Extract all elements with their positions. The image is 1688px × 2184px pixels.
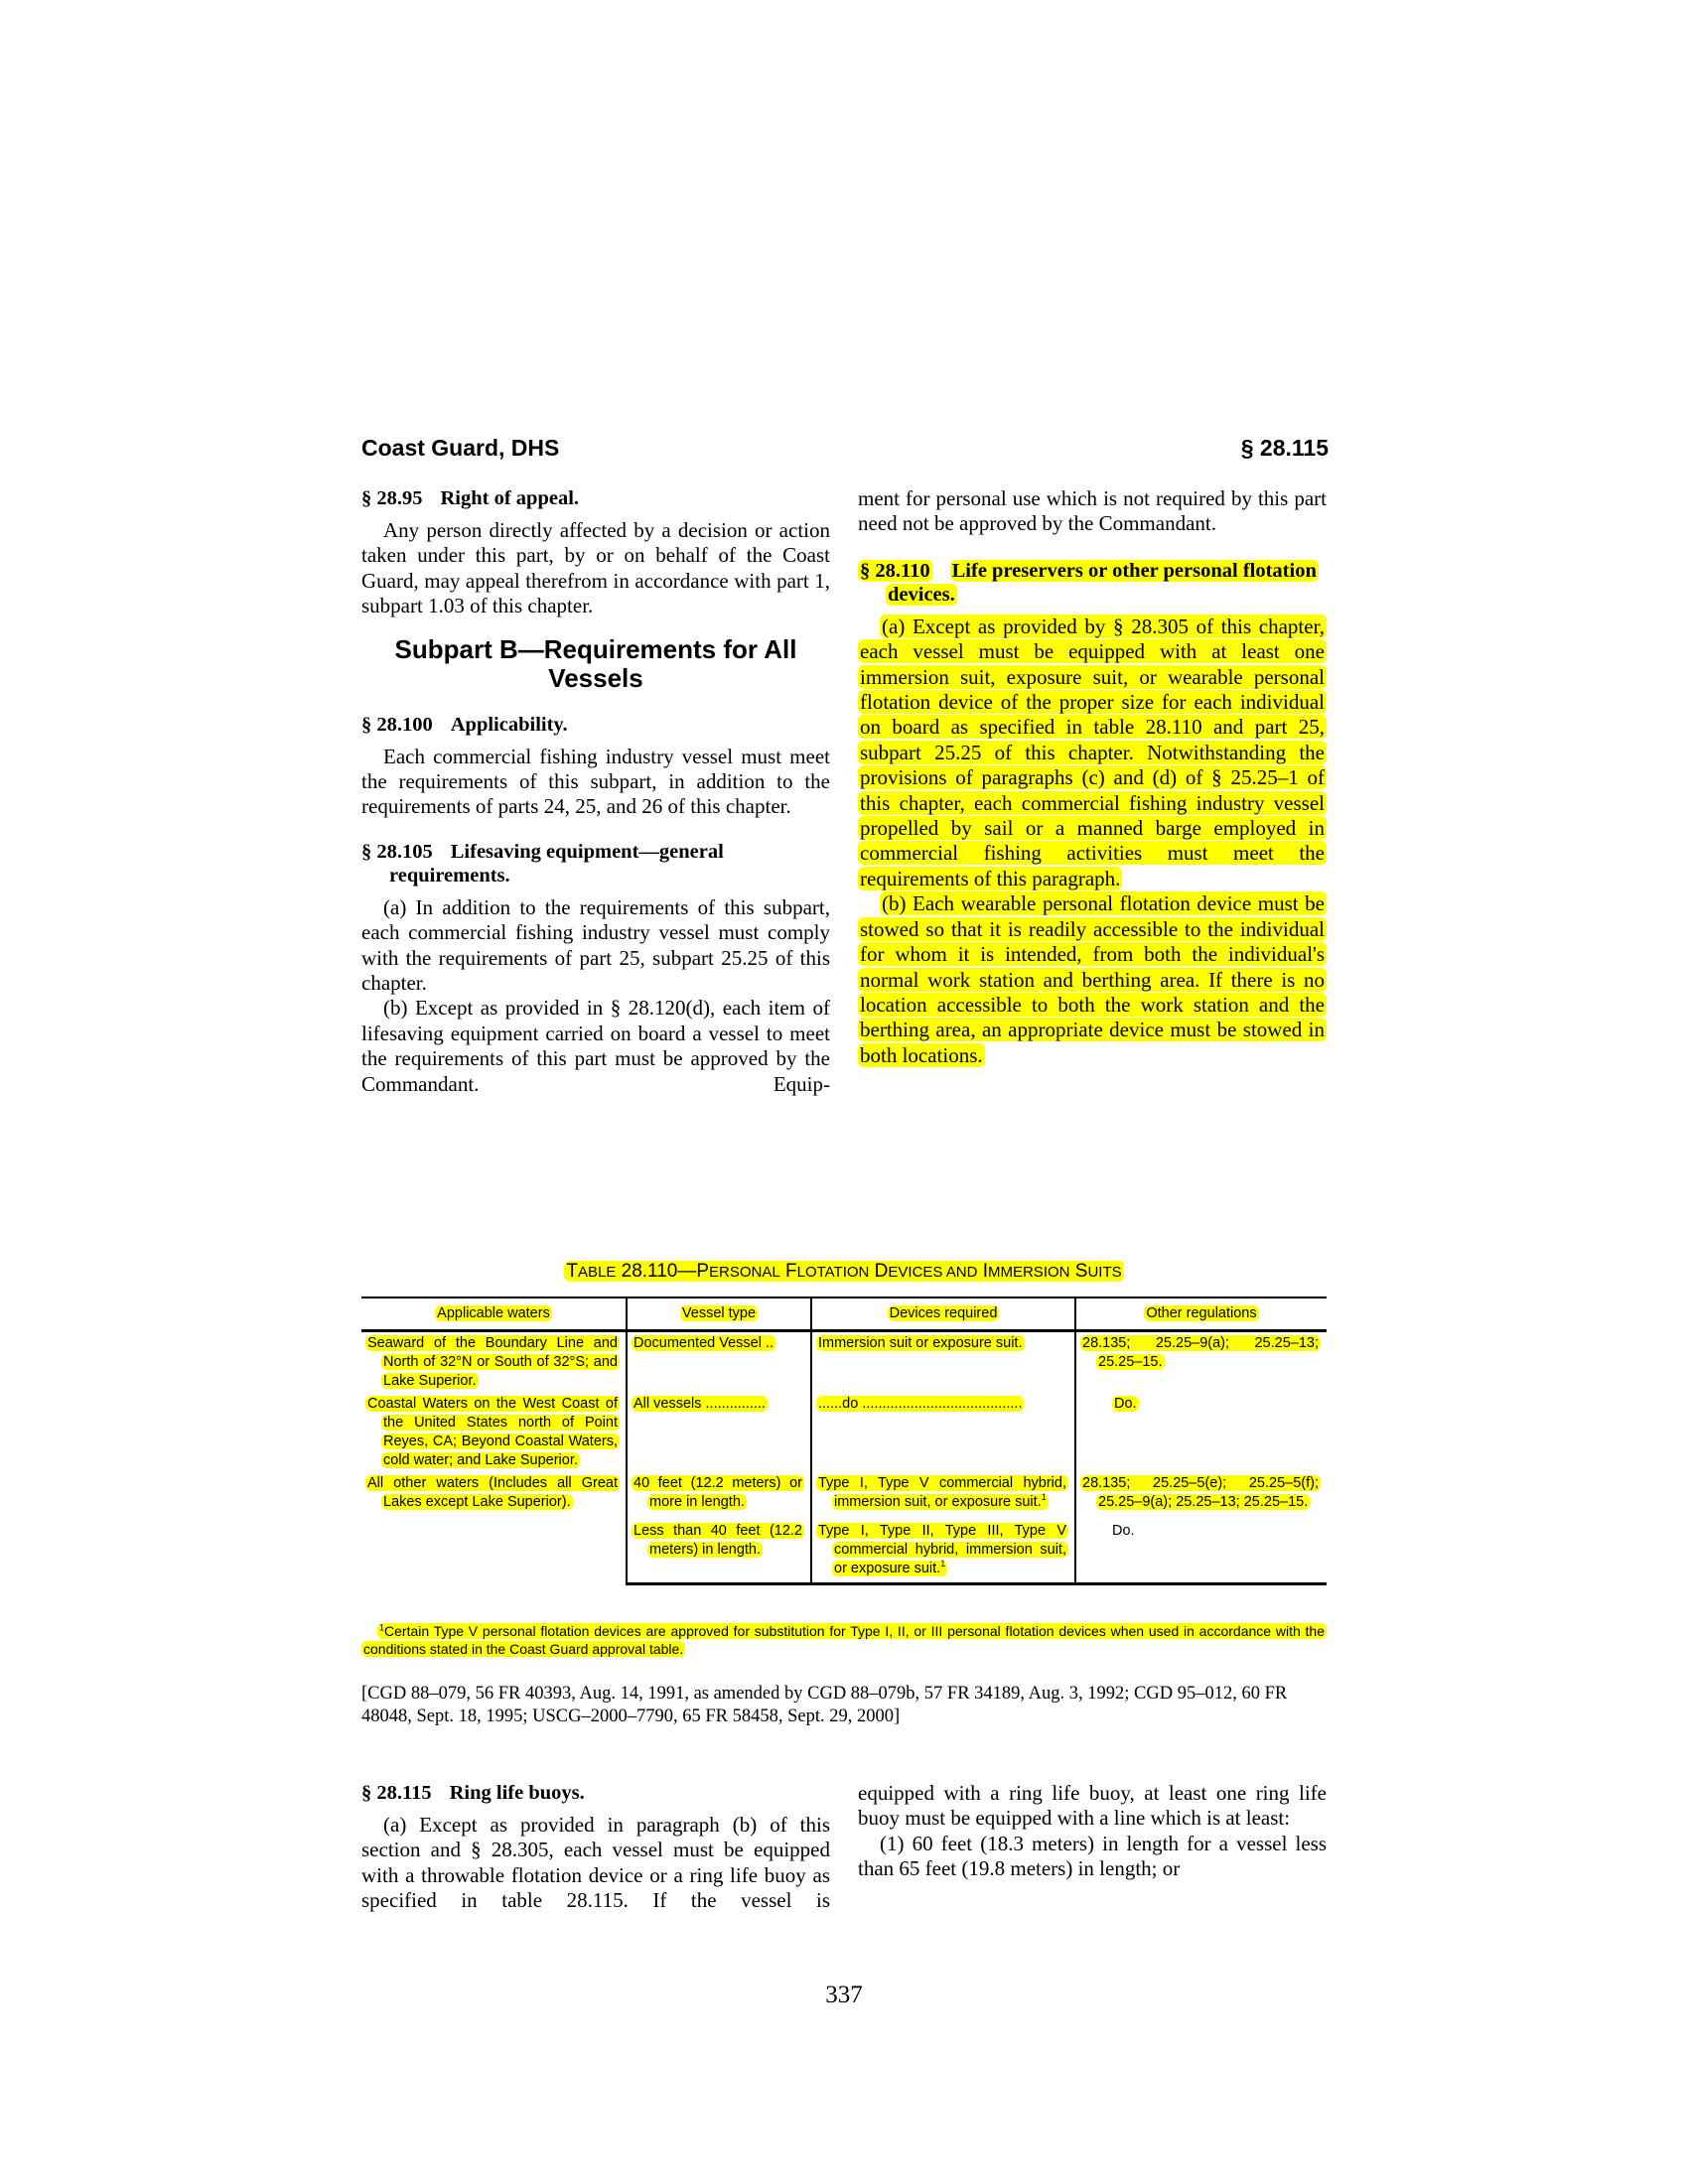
- page-number: 337: [825, 1981, 863, 2008]
- highlighted-text: (a) Except as provided by § 28.305 of this chapter, each vessel must be equipped with at least one immersion suit, exposure suit, or wearable personal flotation device of the proper size for each individual on board as specified in table 28.110 and part 25, subpart 25.25 of this chapter. Notwithstanding the provisions of paragraphs (c) and (d) of § 25.25–1 of this chapter, each commercial fishing industry vessel propelled by sail or a manned barge employed in commercial fishing activities must meet the requirements of this paragraph.: [860, 614, 1325, 890]
- section-number: § 28.115: [361, 1782, 432, 1804]
- left-column-bottom: [361, 1781, 830, 1914]
- section-28-105-paragraph-b-continued: ment for personal use which is not required by this part need not be approved by the Commandant.: [858, 486, 1327, 536]
- left-column-top: [361, 486, 830, 1097]
- section-number: § 28.95: [361, 487, 423, 509]
- section-title: Right of appeal.: [440, 487, 580, 509]
- column-header-devices-required: Devices required: [811, 1297, 1075, 1331]
- section-title: Life preservers or other personal flotation devices.: [888, 559, 1317, 606]
- section-28-105-paragraph-b-start: (b) Except as provided in § 28.120(d), each item of lifesaving equipment carried on board a vessel to meet the requirements of this part must be approved by the Commandant. Equip-: [361, 996, 830, 1096]
- section-heading-28-105: [361, 840, 830, 887]
- section-number: § 28.105: [361, 840, 433, 863]
- right-column-top: [858, 486, 1327, 1068]
- cell-vessel-type: Documented Vessel ..: [627, 1331, 811, 1394]
- right-column-bottom: [858, 1781, 1327, 1882]
- table-row: [361, 1472, 1327, 1520]
- section-28-110-paragraph-b: [858, 891, 1327, 1068]
- column-header-applicable-waters: Applicable waters: [361, 1297, 627, 1331]
- cell-devices-required: Immersion suit or exposure suit.: [811, 1331, 1075, 1394]
- footnote-ref: 1: [1041, 1492, 1047, 1503]
- pfd-requirements-table: [361, 1297, 1327, 1585]
- footnote-marker: 1: [379, 1622, 385, 1633]
- column-header-other-regulations: Other regulations: [1075, 1297, 1327, 1331]
- table-row: [361, 1331, 1327, 1394]
- cell-vessel-type: 40 feet (12.2 meters) or more in length.: [627, 1472, 811, 1520]
- table-title: [361, 1261, 1327, 1283]
- section-heading-28-95: [361, 486, 830, 510]
- section-heading-28-100: [361, 713, 830, 737]
- cell-applicable-waters: All other waters (Includes all Great Lakes except Lake Superior).: [367, 1475, 618, 1510]
- section-title: Ring life buoys.: [449, 1782, 585, 1804]
- footnote-ref: 1: [940, 1559, 946, 1570]
- footnote-text: Certain Type V personal flotation devices are approved for substitution for Type I, II, or III personal flotation devices when used in accordance with the conditions stated in the Coast Guard approval table.: [363, 1623, 1325, 1657]
- section-heading-28-115: [361, 1781, 830, 1805]
- section-28-95-paragraph: Any person directly affected by a decision or action taken under this part, by or on behalf of the Coast Guard, may appeal therefrom in accordance with part 1, subpart 1.03 of this chapter.: [361, 518, 830, 618]
- cell-devices-required: ......do ........................................: [811, 1393, 1075, 1472]
- cell-vessel-type: All vessels ...............: [627, 1393, 811, 1472]
- cell-devices-required: Type I, Type II, Type III, Type V commercial hybrid, immersion suit, or exposure suit.$^1$: [811, 1520, 1075, 1584]
- cell-other-regulations: Do.: [1075, 1393, 1327, 1472]
- section-number: § 28.100: [361, 713, 433, 736]
- cell-vessel-type: Less than 40 feet (12.2 meters) in length.: [627, 1520, 811, 1584]
- cell-applicable-waters: Seaward of the Boundary Line and North of 32°N or South of 32°S; and Lake Superior.: [367, 1335, 618, 1389]
- section-28-115-paragraph-1: (1) 60 feet (18.3 meters) in length for a vessel less than 65 feet (19.8 meters) in length; or: [858, 1831, 1327, 1881]
- section-number: § 28.110: [860, 559, 930, 582]
- section-title: Applicability.: [450, 713, 568, 736]
- cell-other-regulations: 28.135; 25.25–5(e); 25.25–5(f); 25.25–9(a); 25.25–13; 25.25–15.: [1075, 1472, 1327, 1520]
- section-28-100-paragraph: Each commercial fishing industry vessel must meet the requirements of this subpart, in addition to the requirements of parts 24, 25, and 26 of this chapter.: [361, 744, 830, 819]
- section-28-115-paragraph-a-start: (a) Except as provided in paragraph (b) of this section and § 28.305, each vessel must be equipped with a throwable flotation device or a ring life buoy as specified in table 28.115. If the vessel is: [361, 1813, 830, 1913]
- cell-applicable-waters: Coastal Waters on the West Coast of the United States north of Point Reyes, CA; Beyond Coastal Waters, cold water; and Lake Superior.: [367, 1396, 618, 1468]
- highlighted-text: (b) Each wearable personal flotation device must be stowed so that it is readily accessible to the individual for whom it is intended, from both the individual's normal work station and berthing area. If there is no location accessible to both the work station and the berthing area, an appropriate device must be stowed in both locations.: [860, 891, 1325, 1067]
- column-header-vessel-type: Vessel type: [627, 1297, 811, 1331]
- subpart-heading: Subpart B—Requirements for All Vessels: [394, 633, 797, 693]
- section-28-105-paragraph-a: (a) In addition to the requirements of this subpart, each commercial fishing industry vessel must comply with the requirements of part 25, subpart 25.25 of this chapter.: [361, 894, 830, 996]
- running-head-section: § 28.115: [1240, 435, 1329, 461]
- table-header-row: [361, 1297, 1327, 1331]
- section-28-110-paragraph-a: [858, 614, 1327, 891]
- cell-other-regulations: 28.135; 25.25–9(a); 25.25–13; 25.25–15.: [1075, 1331, 1327, 1394]
- cell-other-regulations: Do.: [1075, 1520, 1327, 1584]
- table-title-text: TABLE 28.110—PERSONAL FLOTATION DEVICES AND IMMERSION SUITS: [566, 1261, 1122, 1282]
- section-heading-28-110: [858, 559, 1327, 607]
- table-row: [361, 1393, 1327, 1472]
- cell-devices-required: Type I, Type V commercial hybrid, immersion suit, or exposure suit.$^1$: [811, 1472, 1075, 1520]
- source-citation: [CGD 88–079, 56 FR 40393, Aug. 14, 1991, as amended by CGD 88–079b, 57 FR 34189, Aug. 3, 1992; CGD 95–012, 60 FR 48048, Sept. 18, 1995; USCG–2000–7790, 65 FR 58458, Sept. 29, 2000]: [361, 1684, 1288, 1726]
- running-head-agency: Coast Guard, DHS: [361, 435, 560, 461]
- section-title: Lifesaving equipment—general requirements.: [389, 840, 724, 887]
- table-footnote: [361, 1622, 1327, 1658]
- section-28-115-paragraph-a-continued: equipped with a ring life buoy, at least one ring life buoy must be equipped with a line which is at least:: [858, 1781, 1327, 1831]
